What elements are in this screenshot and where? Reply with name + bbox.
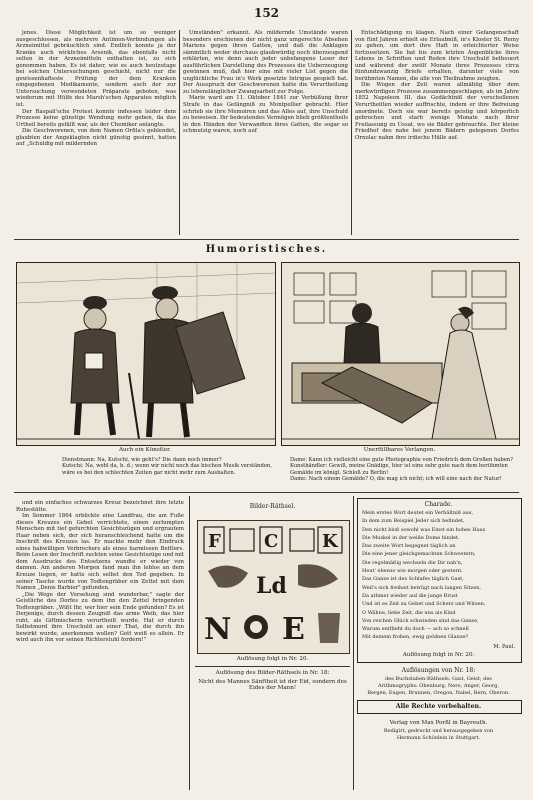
charade-author: M. Paul. bbox=[493, 644, 515, 650]
picture-puzzle bbox=[197, 520, 350, 654]
paragraph: Der Raspail'sche Protest konnte indessen leider dem Prozesse keine günstige Wendung mehr geben, da das Urtheil bereits gefällt war, als der Chemiker anlangte. bbox=[16, 108, 176, 128]
paragraph: Im Sommer 1864 erblickte eine Landfrau, die am Fuße dieses Kreuzes ein Gebet verrichtete, einen zerlumpten Menschen mit tief gefurchten Gesichtszügen und ergrautem Haar neben sich, der sich heranschleichend hatte um die Inschrift des Kreuzes las. Er machte mehr den Eindruck eines habwilligen Verbrechers als eines harmlosen Bettlers. Beim Lesen der Inschrift zuckten seine Gesichtszüge und mit dem Ausdrucke des Entsetzens wandte er wieder von dannen. Am anderen Morgen fand man ihn leblos an dem Kreuze liegen, er hatte sich selbst den Tod gegeben. In seiner Tasche wurde von Todtengräber ein Zettel mit dem Namen „Denis Barbier" gefunden. bbox=[16, 513, 184, 592]
solutions-line: Arithmogryphs: Obenburg, Nero, Anger, Georg, bbox=[378, 683, 499, 689]
top-column-1 bbox=[16, 30, 176, 235]
paragraph: Entschädigung zu klagen. Nach einer Gefangenschaft von fünf Jahren erhielt sie Erlaubniß, in's Kloster St. Remy zu gehen, um dort ihre Haft in erleichterter Weise fortzusetzen. Sie hat bis zum letzten Augenblicke ihres Lebens in Schriften und Reden ihre Unschuld betheuert und während der zwölf Monate ihres Prozesses circa fünfundzwanzig Briefe erhalten, darunter viele von berühmten Namen, die alle von Theilnahme zeugten. bbox=[355, 30, 519, 82]
paragraph: Die Wogen der Zeit waren allmählig über dem merkwürdigen Prozesse zusammengeschlagen, als im Jahre 1852 Napoleon III. das Gedächtniß der verschollenen Verurtheilten wieder auffrischte, indem er ihre Befreiung anordnete. Doch sie war bereits geistig und körperlich gebrochen und starb wenige Monate nach ihrer Freilassung zu Ussat, wo sie Bäder gebrauchte. Der kleine Friedhof des nahe bei jenem Bädern gelegenen Dorfes Ornolac nahm ihre irdische Hülle auf. bbox=[355, 82, 519, 141]
dialog-2 bbox=[290, 457, 515, 483]
illustration-street-musicians bbox=[16, 262, 276, 446]
engraving-drawing bbox=[282, 263, 519, 445]
illustration-caption-2: Unerfüllbares Verlangen. bbox=[363, 447, 436, 453]
humor-section-title: Humoristisches. bbox=[205, 244, 328, 255]
bottom-column-1 bbox=[16, 500, 184, 780]
puzzle-resolution-note: Auflösung folgt in Nr. 20. bbox=[236, 656, 309, 662]
publisher-line: Hermann Schönlein in Stuttgart. bbox=[396, 735, 481, 741]
poem-line: Da athmet wieder auf die junge Brust bbox=[362, 592, 458, 599]
dialog-line: Kutschi: Na, wohl da, b. d.; wenn wir nicht noch das bischen Musik verständen, wäre es bei den schlechten Zeiten gar nicht mehr zum Aushalten. bbox=[62, 463, 272, 476]
poem-line: Das zweite Wort begegnet täglich an bbox=[362, 543, 456, 550]
engraving-drawing bbox=[17, 263, 275, 445]
puzzle-title: Bilder-Räthsel. bbox=[249, 503, 296, 510]
poem-line: Von reichen Glück schwinden sind das Ganze, bbox=[362, 617, 479, 624]
poem-line: Und ist es Zeit zu Gebet und Scherz und Witzen. bbox=[362, 601, 486, 608]
illustration-art-shop bbox=[281, 262, 520, 446]
section-divider bbox=[195, 666, 350, 667]
top-column-3 bbox=[355, 30, 519, 235]
svg-text:N: N bbox=[204, 612, 232, 647]
paragraph: jenes. Diese Möglichkeit ist um so weniger ausgeschlossen, als mehrere Antimon-Verbindungen als Arzneimittel gebräuchlich sind. Endlich konnte ja der Kranke auch wirkliches Arsenik, das ebenfalls nicht selten in der Arzneimitteln enthalten ist, zu sich genommen haben. Es ist daher, wie es auch heutzutage bei solchen Untersuchungen geschieht, nicht nur die gewissenhafteste Prüfung der dem Kranken eingegebenen Medikamente, sondern auch der zur Untersuchung verwendeten Präparate geboten, was wiederum mit Hülfe des Marsh'schen Apparates möglich ist. bbox=[16, 30, 176, 109]
illustration-caption-1: Auch ein Künstler. bbox=[119, 447, 171, 453]
page-number: 152 bbox=[253, 6, 280, 20]
dialog-line: Dame: Kann ich vielleicht eine gute Photographie von Friedrich dem Großen haben? bbox=[290, 457, 513, 463]
charade-poem bbox=[362, 509, 517, 642]
dialog-line: Dame: Nach einem Gemälde? O, die mag ich nicht; ich will eine nach der Natur! bbox=[290, 476, 502, 483]
poem-line: Die regelmäßig wechseln die Dir nah'n, bbox=[362, 559, 463, 566]
poem-line: Mein erstes Wort deutet ein Verhältniß aus, bbox=[362, 510, 474, 516]
poem-line: Den nicht bloß sowohl was Einst ein hohes Haus bbox=[362, 526, 486, 533]
charade-resolution-note: Auflösung folgt in Nr. 20. bbox=[402, 652, 475, 658]
solutions-title: Auflösungen von Nr. 18: bbox=[401, 667, 476, 674]
publisher-line: Verlag von Max Porßl in Bayreuth. bbox=[389, 720, 488, 726]
publisher-line: Redigirt, gedruckt und herausgegeben von bbox=[383, 728, 494, 734]
paragraph: Die Geschworenen, von dem Namen Orfila's geblendet, glaubten der Angeklagten nicht günstig gesinnt, hatten auf „Schuldig mit mildernden bbox=[16, 128, 176, 148]
dialog-1 bbox=[62, 457, 272, 476]
column-divider bbox=[189, 496, 190, 790]
svg-text:K: K bbox=[322, 531, 338, 552]
section-divider bbox=[14, 492, 519, 493]
svg-text:F: F bbox=[208, 531, 221, 552]
puzzle-solution-text: Nicht des Mannes Sänftheit ist der Eid, sondern des Eides der Mann! bbox=[198, 679, 347, 691]
puzzle-solution-title: Auflösung des Bilder-Räthsels in Nr. 18: bbox=[215, 670, 330, 676]
poem-line: Weil's sich freiheit betrügt nach langen Sitzen, bbox=[362, 584, 481, 591]
poem-line: Warum entflieht du doch — ach so schnell bbox=[362, 626, 469, 633]
paragraph: und ein einfaches schwarzes Kreuz bezeichnet ihre letzte Ruhestätte. bbox=[16, 500, 184, 513]
dialog-line: Dienstmann: Na, Kutschi, wie geht's? Die dann noch immer? bbox=[62, 457, 222, 463]
top-column-2 bbox=[183, 30, 348, 235]
paragraph: Umständen" erkannt. Als mildernde Umstände waren besonders erschienen der nicht ganz umgerechte Absehen Mariens gegen ihren Gatten, und daß die Anklagen sämmtlich weder durchaus glaubwürdig noch überzeugend erklärten, wie denn auch jeder unbefangene Leser der ausführlichen Darstellung des Prozesses die Ueberzeugung gewinnen muß, daß hier eine mit vieler List gegen die unglückliche Frau in's Werk gesetzte Intrigue gespielt hat. Der Ausspruch der Geschworenen hatte die Verurtheilung zu lebenslänglicher Zwangsarbeit zur Folge. bbox=[183, 30, 348, 95]
rebus-drawing bbox=[198, 521, 349, 653]
paragraph: „Die Wege der Vorsehung sind wunderbar," sagte der Geistliche des Dorfes zu dem ihn den Zettel bringenden Todtengräber. „Wißt Ihr, wer hier sein Ende gefunden? Es ist Derjenige, durch dessen Zeugniß das arme Weib, das hier ruht, als Giftmischerin verurtheilt wurde. Hat er durch Selbstmord ihre Unschuld an einer That, die durch ihn bewirkt wurde, anerkennen wollen? Gott weiß es allein. Er wird auch ihn vor seinen Richterstuhl fordern!" bbox=[16, 591, 184, 644]
poem-line: Die Muskel in der weiße Dome bindet. bbox=[362, 534, 460, 541]
poem-line: Das Ganze ist des Schlafes täglich Gast, bbox=[362, 576, 464, 583]
paragraph: Marie ward am 11. Oktober 1841 zur Verbüßung ihrer Strafe in das Gefängniß zu Montpellier gebracht. Hier schrieb sie ihre Memoiren und das Alles auf, ihre Unschuld zu beweisen. Ihr bedeutendes Vermögen blieb größtentheils in den Händen der Verwandten ihres Gatten, die sogar so schmutzig waren, noch auf bbox=[183, 95, 348, 135]
svg-text:C: C bbox=[264, 531, 279, 552]
poem-line: Heut' ebenso wie morgen oder gestern. bbox=[362, 568, 463, 575]
column-divider bbox=[179, 30, 180, 235]
svg-text:E: E bbox=[282, 612, 305, 647]
rights-notice: Alle Rechte vorbehalten. bbox=[395, 703, 482, 710]
dialog-line: Kunsthändler: Gewiß, meine Gnädige, hier ist eine sehr gute nach dem berühmten Gemälde im königl. Schloß zu Berlin! bbox=[290, 463, 508, 476]
section-divider bbox=[14, 239, 519, 240]
svg-text:Ld: Ld bbox=[256, 573, 287, 599]
poem-line: Mit deinem frohen, ewig goldnen Glanze? bbox=[362, 634, 469, 641]
poem-line: Die eine jener gleichgemachten Schwestern, bbox=[362, 551, 476, 558]
poem-line: O Wähne, liebe Zeit, die uns als Kind bbox=[362, 609, 456, 616]
poem-line: In dem zum Beispiel Jeder sich befindet, bbox=[362, 518, 465, 525]
solutions-line: des Buchstaben-Räthsels: Gast, Geist; des bbox=[385, 676, 492, 682]
column-divider bbox=[353, 496, 354, 790]
solutions-line: Bergen, Eugen, Brunnen, Oregon, Nabel, Bern, Oberon. bbox=[367, 690, 510, 696]
column-divider bbox=[351, 30, 352, 235]
charade-title: Charade. bbox=[424, 501, 453, 508]
